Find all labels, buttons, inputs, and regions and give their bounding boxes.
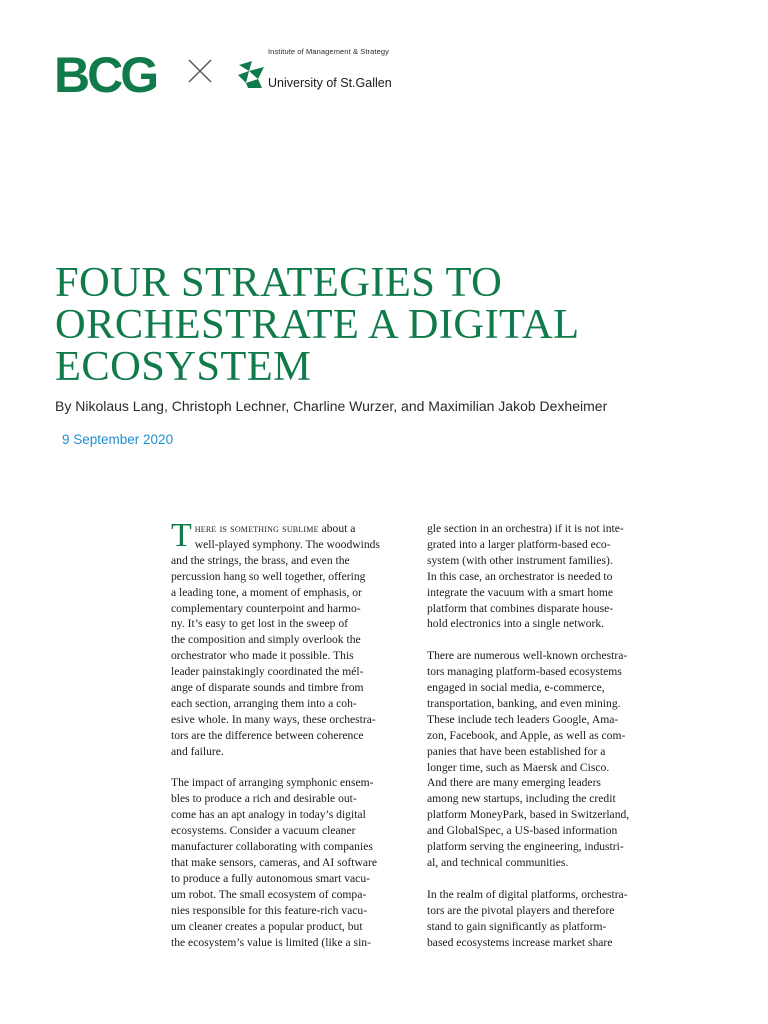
right-column (427, 521, 672, 966)
bcg-logo-text: BCG (54, 48, 157, 96)
text-line: platform MoneyPark, based in Switzerland, (427, 808, 630, 822)
text-line: and the strings, the brass, and even the (171, 553, 350, 567)
text-line: zon, Facebook, and Apple, as well as com- (427, 728, 626, 742)
partner-name: University of St.Gallen (268, 76, 392, 90)
text-line: platform that combines disparate house- (427, 601, 614, 615)
unisg-logo (236, 44, 416, 100)
paragraph (171, 775, 416, 950)
text-line: manufacturer collaborating with companies (171, 840, 373, 854)
lead-smallcaps: here is something sublime (194, 522, 319, 535)
text-line: percussion hang so well together, offering (171, 569, 366, 583)
text-line: among new startups, including the credit (427, 792, 616, 806)
cross-icon (187, 58, 213, 84)
title-line: ORCHESTRATE A DIGITAL (55, 301, 580, 348)
text-line: gle section in an orchestra) if it is not inte- (427, 522, 624, 535)
text-line: ecosystems. Consider a vacuum cleaner (171, 824, 356, 838)
text-line: stand to gain significantly as platform- (427, 919, 607, 933)
text-line: al, and technical communities. (427, 856, 569, 870)
text-line: bles to produce a rich and desirable out- (171, 792, 357, 806)
text-line: ny. It’s easy to get lost in the sweep of (171, 617, 348, 631)
text-line: longer time, such as Maersk and Cisco. (427, 760, 610, 774)
text-line: The impact of arranging symphonic ensem- (171, 776, 374, 790)
text-line: system (with other instrument families). (427, 553, 613, 567)
text-line: come has an apt analogy in today’s digital (171, 808, 366, 822)
text-line: complementary counterpoint and harmo- (171, 601, 361, 615)
text-line: hold electronics into a single network. (427, 617, 605, 631)
text-line: um cleaner creates a popular product, but (171, 919, 363, 933)
text-line: based ecosystems increase market share (427, 935, 613, 949)
text-line: the composition and simply overlook the (171, 633, 361, 647)
text-fragment: about a (318, 522, 356, 535)
text-line: tors are the difference between coherence (171, 728, 364, 742)
left-column (171, 517, 416, 966)
text-line: each section, arranging them into a coh- (171, 696, 357, 710)
bcg-logo (54, 48, 166, 96)
text-line: engaged in social media, e-commerce, (427, 681, 605, 695)
text-line: um robot. The small ecosystem of compa- (171, 887, 367, 901)
text-line: orchestrator who made it possible. This (171, 649, 354, 663)
text-line: platform serving the engineering, industri- (427, 840, 624, 854)
paragraph (171, 517, 416, 760)
text-line: And there are many emerging leaders (427, 776, 601, 790)
paragraph (427, 648, 672, 871)
unisg-emblem-icon (236, 59, 266, 89)
text-line: leader painstakingly coordinated the mél- (171, 665, 364, 679)
text-line: grated into a larger platform-based eco- (427, 537, 611, 551)
article-title (55, 259, 735, 390)
text-line: nies responsible for this feature-rich vacu- (171, 903, 368, 917)
text-line: panies that have been established for a (427, 744, 606, 758)
text-line: and GlobalSpec, a US-based information (427, 824, 618, 838)
text-line: integrate the vacuum with a smart home (427, 585, 614, 599)
text-line: ange of disparate sounds and timbre from (171, 681, 364, 695)
text-line: a leading tone, a moment of emphasis, or (171, 585, 362, 599)
publish-date: 9 September 2020 (62, 432, 174, 447)
text-line: transportation, banking, and even mining. (427, 696, 621, 710)
text-line: and failure. (171, 744, 224, 758)
text-line: that make sensors, cameras, and AI software (171, 856, 378, 870)
text-line: In this case, an orchestrator is needed to (427, 569, 613, 583)
paragraph (427, 887, 672, 951)
text-line: These include tech leaders Google, Ama- (427, 712, 619, 726)
paragraph (427, 521, 672, 632)
text-line: tors are the pivotal players and therefore (427, 903, 615, 917)
text-line: There are numerous well-known orchestra- (427, 649, 628, 663)
text-line: the ecosystem’s value is limited (like a sin- (171, 935, 371, 949)
text-line: esive whole. In many ways, these orchestra- (171, 712, 376, 726)
title-line: FOUR STRATEGIES TO (55, 259, 503, 306)
partner-subtitle: Institute of Management & Strategy (268, 47, 389, 56)
text-line: tors managing platform-based ecosystems (427, 665, 622, 679)
text-line (171, 521, 416, 537)
byline: By Nikolaus Lang, Christoph Lechner, Charline Wurzer, and Maximilian Jakob Dexheimer (55, 398, 608, 414)
drop-cap: T (171, 517, 192, 554)
text-line: well-played symphony. The woodwinds (194, 537, 380, 551)
title-line: ECOSYSTEM (55, 343, 312, 390)
text-line: to produce a fully autonomous smart vacu- (171, 871, 370, 885)
text-line: In the realm of digital platforms, orchestra- (427, 887, 628, 901)
